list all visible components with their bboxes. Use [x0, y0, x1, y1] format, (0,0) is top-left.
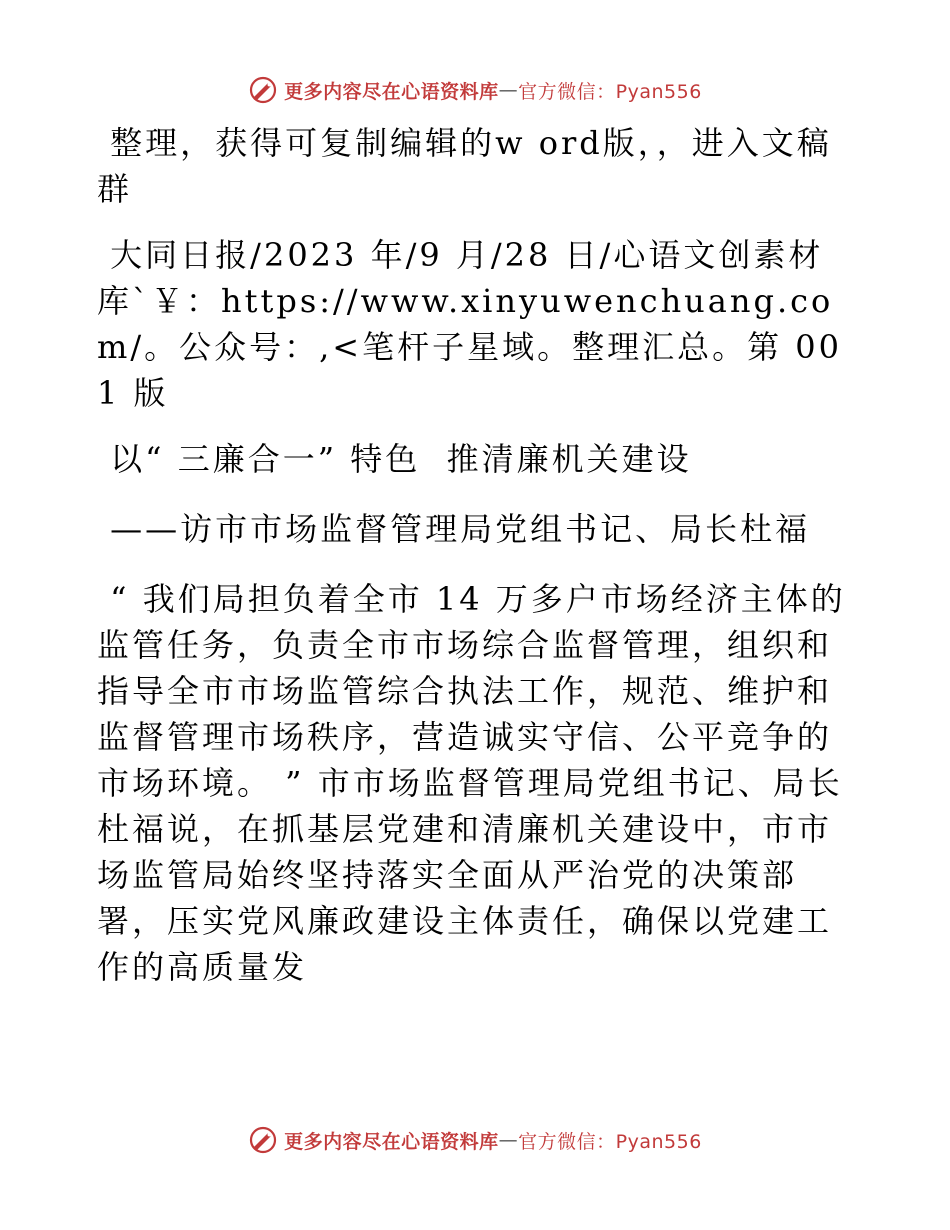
intro-paragraph: 整理，获得可复制编辑的w ord版，，进入文稿群	[97, 124, 832, 208]
article-body-paragraph: “ 我们局担负着全市 14 万多户市场经济主体的监管任务，负责全市市场综合监督管理，组织和指导全市市场监管综合执法工作，规范、维护和监督管理市场秩序，营造诚实守信、公平竞争的市场环境。 ” 市市场监督管理局党组书记、局长杜福说，在抓基层党建和清廉机关建设中，市市场监管局始终坚持落实全面从严治党的决策部署，压实党风廉政建设主体责任，确保以党建工作的高质量发	[97, 580, 846, 986]
footer-watermark	[0, 1120, 950, 1160]
watermark-separator: —	[498, 1129, 519, 1151]
watermark-account-text: 官方微信：Pyan556	[518, 80, 702, 103]
watermark-main-text: 更多内容尽在心语资料库	[284, 1130, 499, 1153]
article-title: 以“ 三廉合一” 特色 推清廉机关建设	[97, 440, 692, 478]
source-paragraph: 大同日报/2023 年/9 月/28 日/心语文创素材库`￥：https://www.xinyuwenchuang.com/。公众号：,<笔杆子星域。整理汇总。第 001 版	[97, 236, 843, 412]
watermark-account-text: 官方微信：Pyan556	[518, 1130, 702, 1153]
watermark-main-text: 更多内容尽在心语资料库	[284, 80, 499, 103]
pen-logo-icon	[248, 75, 278, 105]
document-body	[97, 120, 853, 990]
header-watermark	[0, 70, 950, 110]
watermark-separator: —	[498, 79, 519, 101]
article-subtitle: ——访市市场监督管理局党组书记、局长杜福	[97, 510, 811, 548]
pen-logo-icon	[248, 1125, 278, 1155]
